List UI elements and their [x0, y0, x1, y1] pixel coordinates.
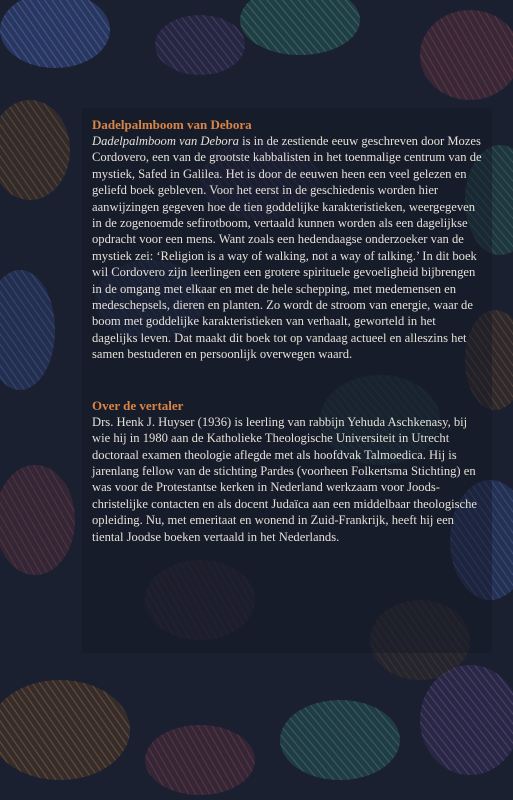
text-content	[92, 116, 484, 545]
book-title-italic: Dadelpalmboom van Debora	[92, 134, 239, 148]
section-body-book	[92, 133, 484, 363]
section-translator	[92, 397, 484, 545]
section-heading-translator: Over de vertaler	[92, 397, 184, 413]
section-heading-book: Dadelpalmboom van Debora	[92, 117, 252, 132]
book-description: is in de zestiende eeuw geschreven door Mozes Cordovero, een van de grootste kabbalisten in het toenmalige centrum van de mystiek, Safed in Galilea. Het is door de eeuwen heen een veel gelezen en geliefd boek gebleven. Voor het eerst in de geschiedenis worden hier aanwijzingen gegeven hoe de tien goddelijke karakteristieken, weergegeven in de zogenoemde sefirotboom, vertaald kunnen worden als een dagelijkse opdracht voor een mens. Want zoals een hedendaagse onderzoeker van de mystiek zei: ‘Religion is a way of walking, not a way of talking.’ In dit boek wil Cordovero zijn leerlingen een grotere spirituele gevoeligheid bijbrengen in de omgang met elkaar en met de hele schepping, met medemensen en medeschepsels, dieren en planten. Zo wordt de stroom van energie, waar de boom met goddelijke karakteristieken van verhaalt, geworteld in het dagelijks leven. Dat maakt dit boek tot op vandaag actueel en alleszins het samen bestuderen en persoonlijk overwegen waard.	[92, 134, 482, 362]
translator-bio: Drs. Henk J. Huyser (1936) is leerling van rabbijn Yehuda Aschkenasy, bij wie hij in 1980 aan de Katholieke Theologische Universiteit in Utrecht doctoraal examen theologie aflegde met als hoofdvak Talmoedica. Hij is jarenlang fellow van de stichting Pardes (voorheen Folkertsma Stichting) en was voor de Protestantse kerken in Nederland werkzaam voor Joods-christelijke contacten en als docent Judaïca aan een middelbaar theologische opleiding. Nu, met emeritaat en wonend in Zuid-Frankrijk, heeft hij een tiental Joodse boeken vertaald in het Nederlands.	[92, 414, 477, 544]
section-dadelpalmboom	[92, 116, 484, 363]
